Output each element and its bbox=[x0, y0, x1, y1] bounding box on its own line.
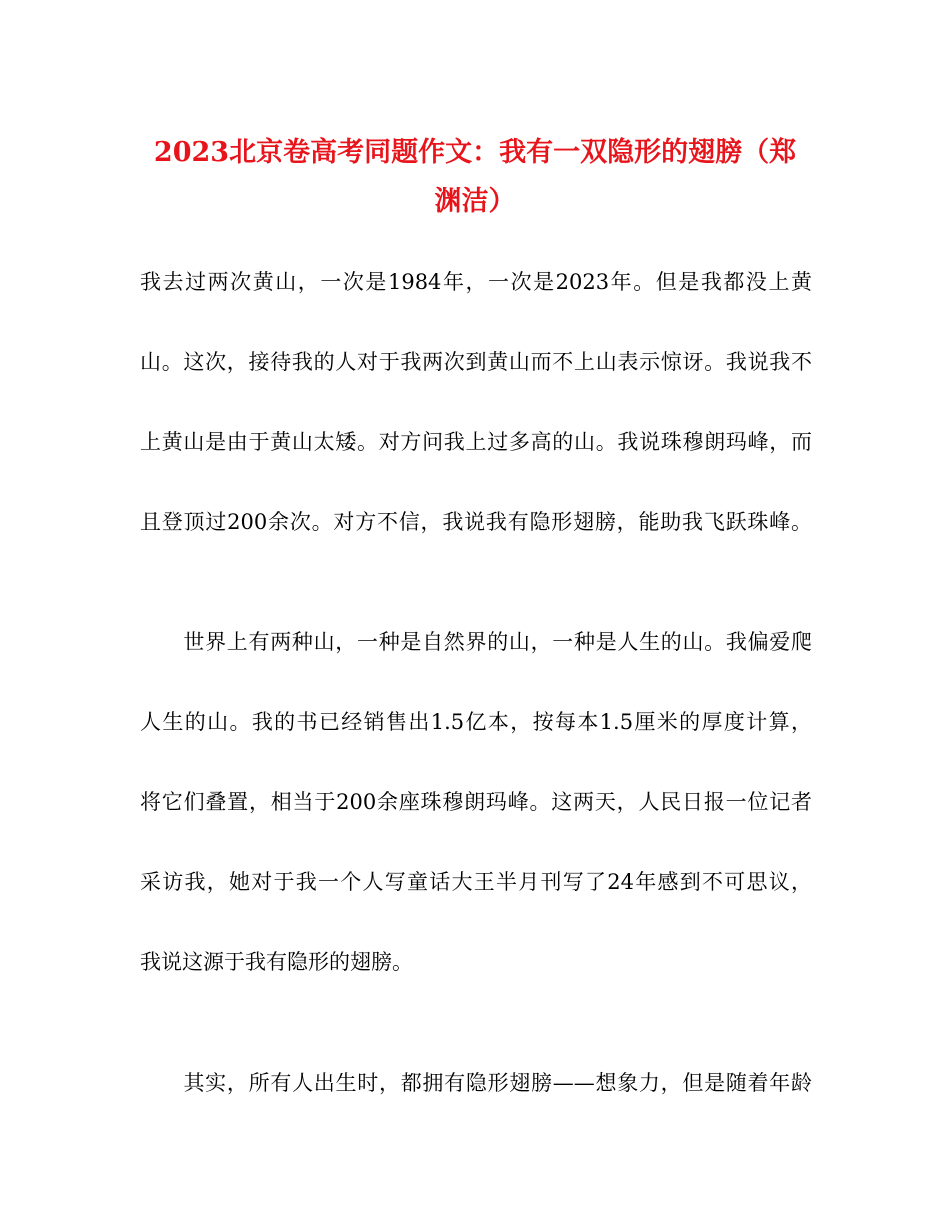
paragraph-3 bbox=[140, 1063, 812, 1143]
paragraph-line: 世界上有两种山，一种是自然界的山，一种是人生的山。我偏爱爬 bbox=[140, 630, 812, 654]
paragraph-line: 人生的山。我的书已经销售出1.5亿本，按每本1.5厘米的厚度计算， bbox=[140, 710, 812, 734]
paragraph-line: 我说这源于我有隐形的翅膀。 bbox=[140, 950, 413, 974]
paragraph-line: 上黄山是由于黄山太矮。对方问我上过多高的山。我说珠穆朗玛峰，而 bbox=[140, 430, 812, 454]
document-title bbox=[140, 128, 810, 226]
paragraph-line: 其实，所有人出生时，都拥有隐形翅膀——想象力，但是随着年龄 bbox=[140, 1071, 812, 1095]
title-line-1: 2023北京卷高考同题作文：我有一双隐形的翅膀（郑 bbox=[153, 137, 797, 168]
paragraph-line: 山。这次，接待我的人对于我两次到黄山而不上山表示惊讶。我说我不 bbox=[140, 350, 812, 374]
paragraph-line: 采访我，她对于我一个人写童话大王半月刊写了24年感到不可思议， bbox=[140, 870, 812, 894]
paragraph-line: 且登顶过200余次。对方不信，我说我有隐形翅膀，能助我飞跃珠峰。 bbox=[140, 510, 812, 534]
paragraph-line: 将它们叠置，相当于200余座珠穆朗玛峰。这两天，人民日报一位记者 bbox=[140, 790, 812, 814]
paragraph-2 bbox=[140, 622, 812, 1022]
title-line-2: 渊洁） bbox=[434, 186, 516, 217]
paragraph-line: 我去过两次黄山，一次是1984年，一次是2023年。但是我都没上黄 bbox=[140, 270, 812, 294]
paragraph-1 bbox=[140, 262, 812, 582]
